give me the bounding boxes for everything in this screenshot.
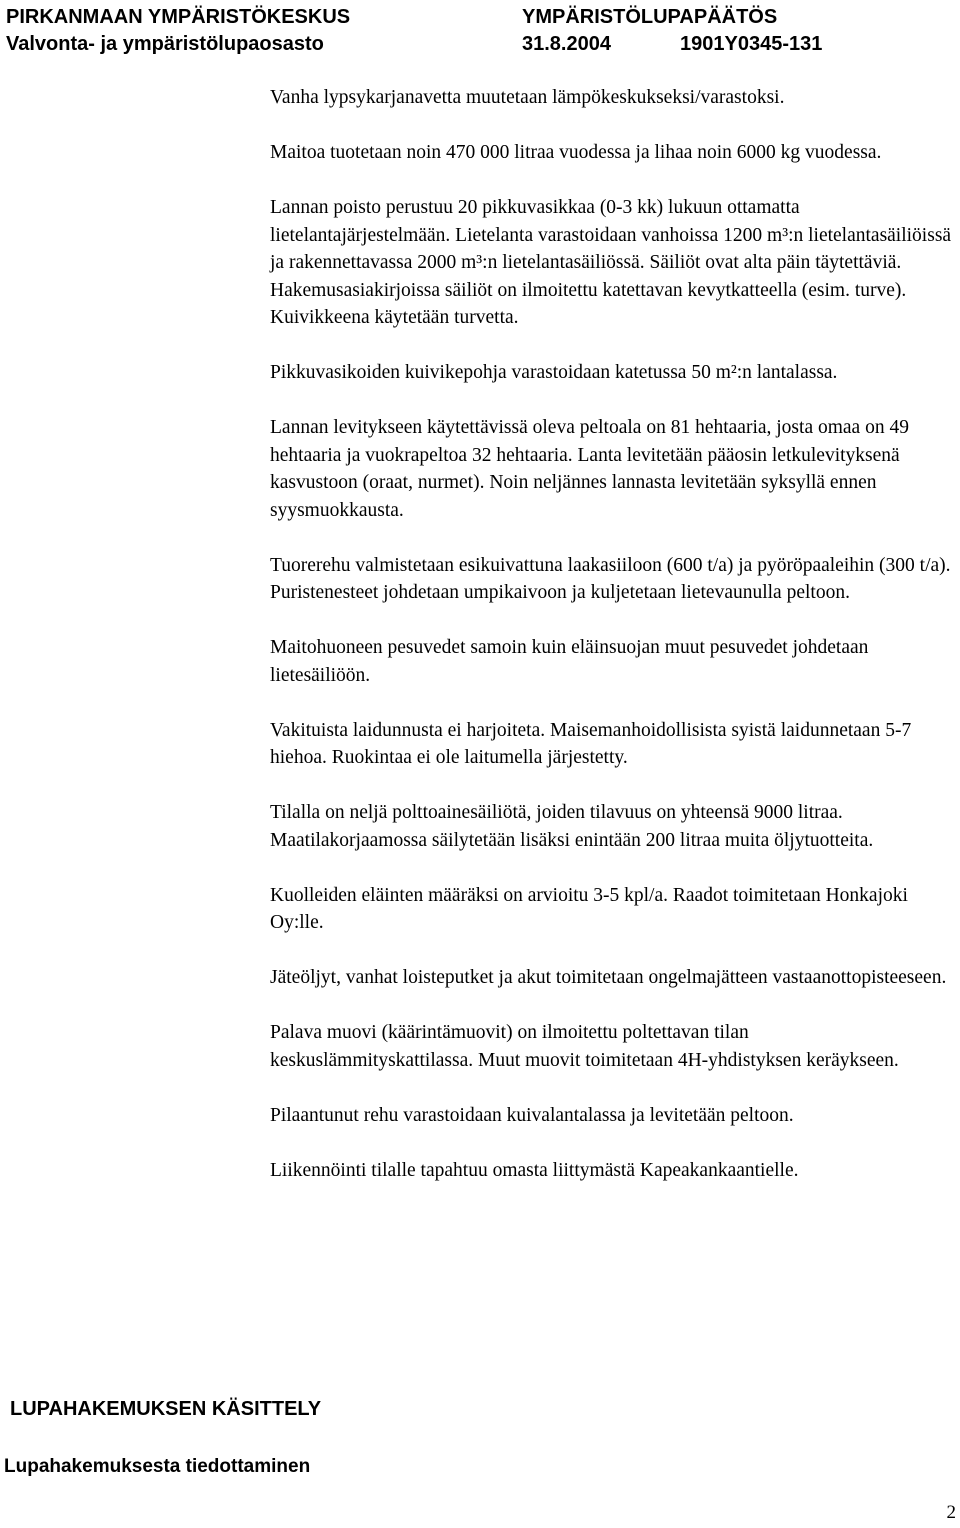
paragraph: Maitohuoneen pesuvedet samoin kuin eläinsuojan muut pesuvedet johdetaan lietesäiliöön. xyxy=(270,637,869,686)
paragraph: Vanha lypsykarjanavetta muutetaan lämpökeskukseksi/varastoksi. xyxy=(270,87,785,108)
paragraph: Lannan poisto perustuu 20 pikkuvasikkaa (0-3 kk) lukuun ottamatta lietelantajärjestelmään. Lietelanta varastoidaan vanhoissa 1200 m³:n lietelantasäiliöissä ja rakennettavassa 2000 m³:n lietelantasäiliössä. Säiliöt ovat alta päin täytettäviä. Hakemusasiakirjoissa säiliöt on ilmoitettu katettavan kevytkatteella (esim. turve). Kuivikkeena käytetään turvetta. xyxy=(270,197,952,328)
document-type: YMPÄRISTÖLUPAPÄÄTÖS xyxy=(522,6,778,28)
page-number: 2 xyxy=(946,1502,956,1523)
paragraph: Kuolleiden eläinten määräksi on arvioitu 3-5 kpl/a. Raadot toimitetaan Honkajoki Oy:lle. xyxy=(270,884,908,933)
paragraph: Maitoa tuotetaan noin 470 000 litraa vuodessa ja lihaa noin 6000 kg vuodessa. xyxy=(270,142,882,163)
paragraph: Tilalla on neljä polttoainesäiliötä, joiden tilavuus on yhteensä 9000 litraa. Maatilakorjaamossa säilytetään lisäksi enintään 200 litraa muita öljytuotteita. xyxy=(270,802,874,851)
organization-name: PIRKANMAAN YMPÄRISTÖKESKUS xyxy=(6,6,351,28)
document-body xyxy=(270,84,954,1212)
paragraph: Pikkuvasikoiden kuivikepohja varastoidaan katetussa 50 m²:n lantalassa. xyxy=(270,362,838,383)
paragraph: Liikennöinti tilalle tapahtuu omasta liittymästä Kapeakankaantielle. xyxy=(270,1159,799,1181)
paragraph: Jäteöljyt, vanhat loisteputket ja akut toimitetaan ongelmajätteen vastaanottopisteeseen. xyxy=(270,967,947,988)
subsection-heading: Lupahakemuksesta tiedottaminen xyxy=(4,1456,311,1477)
page-header xyxy=(6,4,946,58)
paragraph: Lannan levitykseen käytettävissä oleva peltoala on 81 hehtaaria, josta omaa on 49 hehtaaria ja vuokrapeltoa 32 hehtaaria. Lanta levitetään pääosin letkulevityksenä kasvustoon (oraat, nurmet). Noin neljännes lannasta levitetään syksyllä ennen syysmuokkausta. xyxy=(270,417,909,521)
paragraph: Tuorerehu valmistetaan esikuivattuna laakasiiloon (600 t/a) ja pyöröpaaleihin (300 t/a). Puristenesteet johdetaan umpikaivoon ja kuljetetaan lietevaunulla peltoon. xyxy=(270,554,951,603)
paragraph: Palava muovi (käärintämuovit) on ilmoitettu poltettavan tilan keskuslämmityskattilassa. Muut muovit toimitetaan 4H-yhdistyksen keräykseen. xyxy=(270,1022,899,1071)
paragraph: Vakituista laidunnusta ei harjoiteta. Maisemanhoidollisista syistä laidunnetaan 5-7 hiehoa. Ruokintaa ei ole laitumella järjestetty. xyxy=(270,719,912,768)
department-name: Valvonta- ja ympäristölupaosasto xyxy=(6,33,324,55)
section-heading: LUPAHAKEMUKSEN KÄSITTELY xyxy=(10,1398,322,1420)
paragraph: Pilaantunut rehu varastoidaan kuivalantalassa ja levitetään peltoon. xyxy=(270,1104,794,1126)
document-date: 31.8.2004 xyxy=(522,33,611,55)
document-reference: 1901Y0345-131 xyxy=(680,33,823,55)
